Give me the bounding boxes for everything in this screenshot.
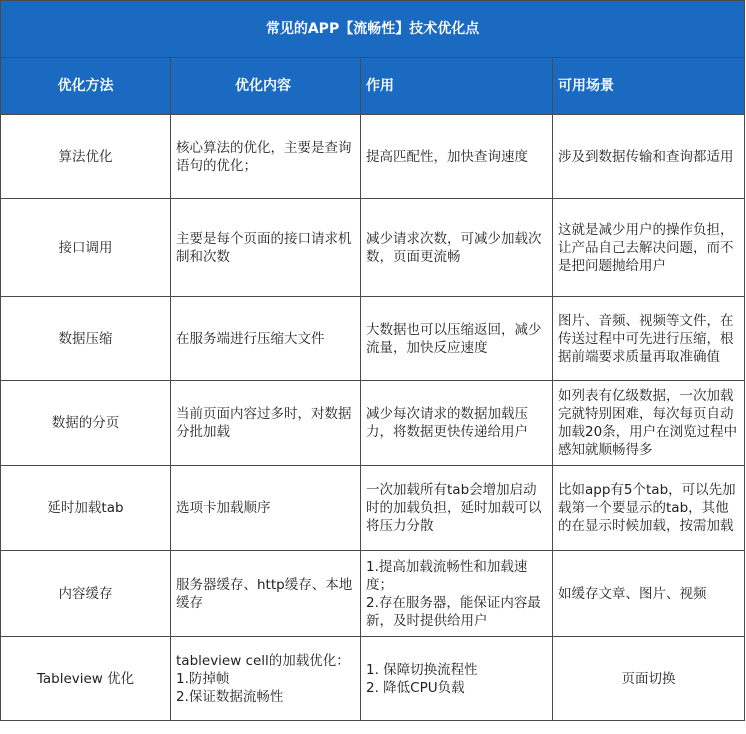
- effect-line: 2.存在服务器，能保证内容最新，及时提供给用户: [366, 594, 541, 629]
- column-header-method: 优化方法: [1, 58, 171, 115]
- cell-effect: 大数据也可以压缩返回，减少流量，加快反应速度: [361, 297, 553, 381]
- cell-method: 接口调用: [1, 199, 171, 297]
- table-row: [1, 551, 745, 637]
- column-header-content: 优化内容: [171, 58, 361, 115]
- cell-effect: [361, 637, 553, 721]
- cell-content: 服务器缓存、http缓存、本地缓存: [171, 551, 361, 637]
- table-row: [1, 637, 745, 721]
- cell-content: 当前页面内容过多时，对数据分批加载: [171, 381, 361, 466]
- effect-line: 2. 降低CPU负载: [366, 679, 465, 696]
- cell-scenario: 图片、音频、视频等文件，在传送过程中可先进行压缩，根据前端要求质量再取准确值: [553, 297, 745, 381]
- cell-content: [171, 637, 361, 721]
- column-header-scenario: 可用场景: [553, 58, 745, 115]
- table-row: [1, 115, 745, 199]
- effect-line: 1.提高加载流畅性和加载速度；: [366, 558, 528, 593]
- cell-effect: 一次加载所有tab会增加启动时的加载负担，延时加载可以将压力分散: [361, 466, 553, 551]
- column-header-effect: 作用: [361, 58, 553, 115]
- effect-line: 1. 保障切换流程性: [366, 661, 478, 678]
- cell-scenario: 如缓存文章、图片、视频: [553, 551, 745, 637]
- cell-content: 选项卡加载顺序: [171, 466, 361, 551]
- cell-scenario: 涉及到数据传输和查询都适用: [553, 115, 745, 199]
- cell-method: 数据的分页: [1, 381, 171, 466]
- cell-method: 数据压缩: [1, 297, 171, 381]
- table-row: [1, 381, 745, 466]
- cell-effect: 提高匹配性，加快查询速度: [361, 115, 553, 199]
- table-title-row: [1, 1, 745, 58]
- cell-method: Tableview 优化: [1, 637, 171, 721]
- table-row: [1, 199, 745, 297]
- cell-scenario: 如列表有亿级数据，一次加载完就特别困难，每次每页自动加载20条，用户在浏览过程中感知就顺畅得多: [553, 381, 745, 466]
- cell-effect: [361, 551, 553, 637]
- cell-scenario: 页面切换: [553, 637, 745, 721]
- table-header-row: [1, 58, 745, 115]
- cell-method: 算法优化: [1, 115, 171, 199]
- cell-scenario: 这就是减少用户的操作负担，让产品自己去解决问题，而不是把问题抛给用户: [553, 199, 745, 297]
- content-line: 1.防掉帧: [176, 670, 230, 687]
- content-line: tableview cell的加载优化：: [176, 652, 350, 669]
- content-line: 2.保证数据流畅性: [176, 688, 284, 705]
- table-title: 常见的APP【流畅性】技术优化点: [1, 1, 745, 58]
- cell-content: 核心算法的优化，主要是查询语句的优化；: [171, 115, 361, 199]
- cell-effect: 减少每次请求的数据加载压力，将数据更快传递给用户: [361, 381, 553, 466]
- cell-effect: 减少请求次数，可减少加载次数，页面更流畅: [361, 199, 553, 297]
- table-row: [1, 466, 745, 551]
- cell-content: 在服务端进行压缩大文件: [171, 297, 361, 381]
- cell-content: 主要是每个页面的接口请求机制和次数: [171, 199, 361, 297]
- table-row: [1, 297, 745, 381]
- cell-method: 内容缓存: [1, 551, 171, 637]
- cell-scenario: 比如app有5个tab，可以先加载第一个要显示的tab，其他的在显示时候加载，按需加载: [553, 466, 745, 551]
- cell-method: 延时加载tab: [1, 466, 171, 551]
